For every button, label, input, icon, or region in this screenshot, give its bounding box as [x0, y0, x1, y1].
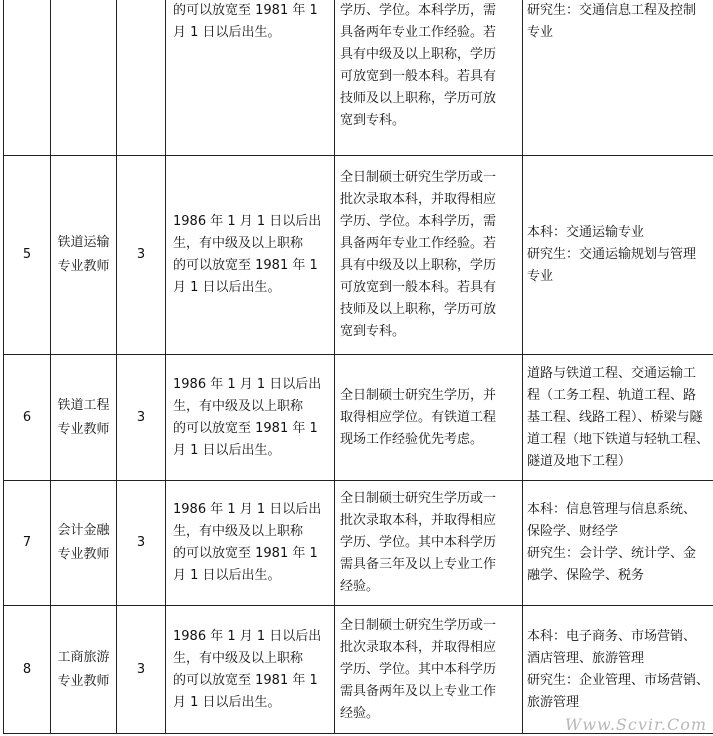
count-cell: 3 [117, 355, 166, 481]
age-requirement-cell [166, 156, 335, 355]
education-requirement-cell [335, 355, 523, 481]
position-text: 铁道运输 专业教师 [57, 235, 110, 274]
age-requirement-cell [166, 355, 335, 481]
table-row [4, 156, 713, 355]
table-row [4, 0, 713, 156]
major-requirement-cell [523, 156, 713, 355]
education-requirement-text: 全日制硕士研究生学历或一 批次录取本科，并取得相应 学历、学位。其中本科学历 需具备三年及以上专业工作 经验。 [340, 491, 497, 594]
position-text: 工商旅游 专业教师 [57, 649, 110, 689]
education-requirement-text: 学历、学位。本科学历，需 具备两年专业工作经验。若 具有中级及以上职称，学历 可放宽到一般本科。若具有 技师及以上职称，学历可放 宽到专科。 [340, 3, 497, 128]
count-cell: 3 [117, 606, 166, 734]
row-number-cell: 7 [4, 481, 51, 606]
position-cell [51, 606, 117, 734]
education-requirement-cell [335, 606, 523, 734]
row-number-cell [4, 0, 51, 156]
major-requirement-text: 本科：信息管理与信息系统、 保险学、财经学 研究生：会计学、统计学、金 融学、保险学、税务 [527, 502, 697, 583]
age-requirement-text: 1986 年 1 月 1 日以后出 生，有中级及以上职称 的可以放宽至 1981 年 1 月 1 日以后出生。 [173, 628, 322, 710]
position-cell [51, 156, 117, 355]
position-cell [51, 0, 117, 156]
row-number-cell: 8 [4, 606, 51, 734]
major-requirement-text: 道路与铁道工程、交通运输工 程（工务工程、轨道工程、路 基工程、线路工程）、桥梁与隧 道工程（地下铁道与轻轨工程、 隧道及地下工程） [527, 365, 710, 469]
age-requirement-cell [166, 606, 335, 734]
site-watermark: Www.Scvir.Com [564, 715, 707, 734]
education-requirement-cell [335, 156, 523, 355]
age-requirement-text: 的可以放宽至 1981 年 1 月 1 日以后出生。 [173, 3, 318, 40]
major-requirement-text: 本科：交通运输专业 研究生：交通运输规划与管理 专业 [527, 225, 697, 284]
major-requirement-cell [523, 355, 713, 481]
major-requirement-text: 本科：电子商务、市场营销、 酒店管理、旅游管理 研究生：企业管理、市场营销、 旅游管理 [527, 628, 710, 710]
position-text: 铁道工程 专业教师 [57, 397, 110, 437]
major-requirement-cell [523, 481, 713, 606]
education-requirement-text: 全日制硕士研究生学历或一 批次录取本科，并取得相应 学历、学位。本科学历，需 具备两年专业工作经验。若 具有中级及以上职称，学历 可放宽到一般本科。若具有 技师及以上职称，学历可放 宽到专科。 [340, 170, 497, 339]
age-requirement-text: 1986 年 1 月 1 日以后出 生，有中级及以上职称 的可以放宽至 1981 年 1 月 1 日以后出生。 [173, 214, 322, 295]
age-requirement-text: 1986 年 1 月 1 日以后出 生，有中级及以上职称 的可以放宽至 1981 年 1 月 1 日以后出生。 [173, 502, 322, 583]
count-cell: 3 [117, 481, 166, 606]
row-number-cell: 5 [4, 156, 51, 355]
age-requirement-text: 1986 年 1 月 1 日以后出 生，有中级及以上职称 的可以放宽至 1981 年 1 月 1 日以后出生。 [173, 376, 322, 458]
position-cell [51, 481, 117, 606]
count-cell [117, 0, 166, 156]
major-requirement-cell [523, 0, 713, 156]
age-requirement-cell [166, 481, 335, 606]
education-requirement-text: 全日制硕士研究生学历或一 批次录取本科，并取得相应 学历、学位。其中本科学历 需具备两年及以上专业工作 经验。 [340, 617, 497, 721]
row-number-cell: 6 [4, 355, 51, 481]
position-cell [51, 355, 117, 481]
position-text: 会计金融 专业教师 [57, 523, 110, 562]
age-requirement-cell [166, 0, 335, 156]
recruitment-table [3, 0, 713, 734]
education-requirement-cell [335, 481, 523, 606]
count-cell: 3 [117, 156, 166, 355]
education-requirement-cell [335, 0, 523, 156]
table-row [4, 481, 713, 606]
education-requirement-text: 全日制硕士研究生学历，并 取得相应学位。有铁道工程 现场工作经验优先考虑。 [340, 387, 497, 447]
major-requirement-text: 研究生：交通信息工程及控制 专业 [527, 3, 697, 40]
table-row [4, 355, 713, 481]
